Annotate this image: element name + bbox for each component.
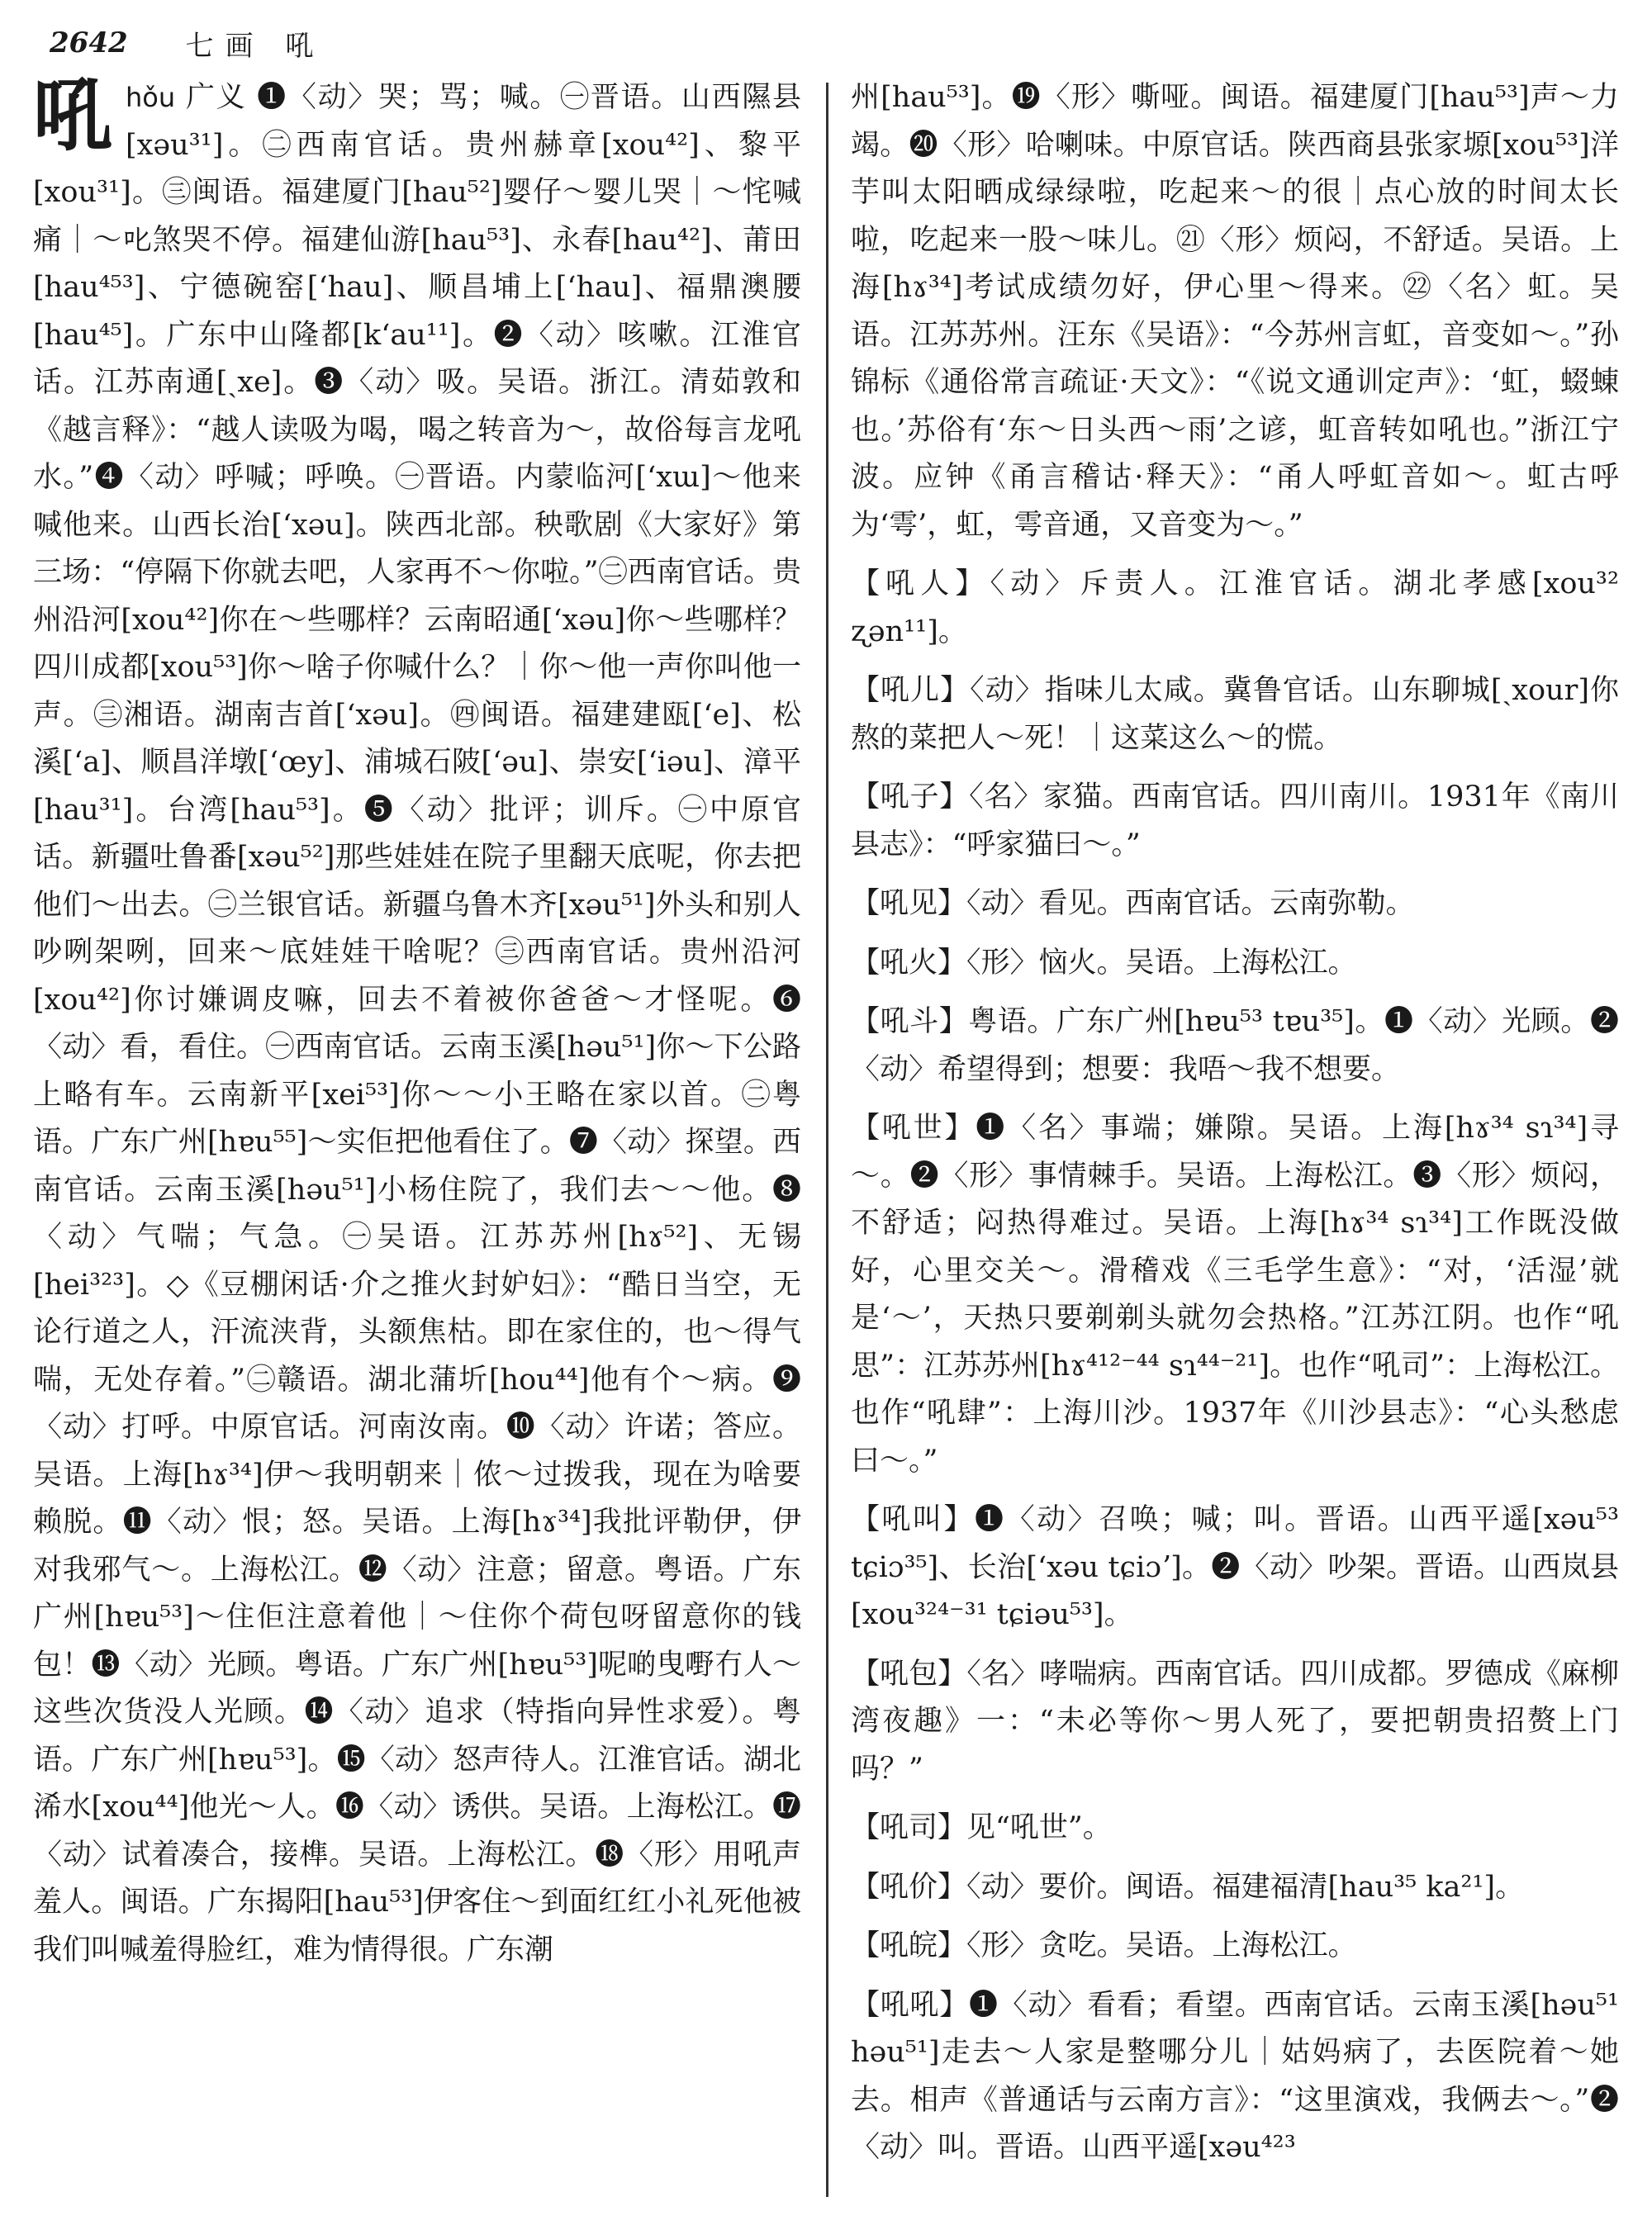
- section-title: 七画 吼: [185, 29, 325, 63]
- entry-paragraph: 【吼子】〈名〉家猫。西南官话。四川南川。1931年《南川县志》：“呼家猫曰～。”: [851, 780, 1619, 861]
- entry-paragraph: 【吼皖】〈形〉贪吃。吴语。上海松江。: [851, 1929, 1357, 1962]
- page-header: [50, 18, 1602, 68]
- entry-paragraph: 【吼斗】粤语。广东广州[hɐu⁵³ tɐu³⁵]。❶〈动〉光顾。❷〈动〉希望得到；想要：我唔～我不想要。: [851, 1005, 1619, 1086]
- entry-paragraph: 【吼吼】❶〈动〉看看；看望。西南官话。云南玉溪[həu⁵¹ həu⁵¹]走去～人家是整哪分儿｜姑妈病了，去医院着～她去。相声《普通话与云南方言》：“这里演戏，我俩去～。”❷〈动〉叫。晋语。山西平遥[xəu⁴²³: [851, 1988, 1619, 2164]
- page-number: 2642: [50, 26, 128, 59]
- left-column: [33, 69, 801, 2205]
- head-character: 吼: [33, 69, 112, 162]
- column-divider: [826, 83, 828, 2197]
- entry-paragraph: 【吼司】见“吼世”。: [851, 1811, 1112, 1844]
- entry-paragraph: 【吼人】〈动〉斥责人。江淮官话。湖北孝感[xou³² ʐən¹¹]。: [851, 567, 1619, 648]
- entry-paragraph: 【吼儿】〈动〉指味儿太咸。冀鲁官话。山东聊城[ˏxour]你熬的菜把人～死！｜这菜这么～的慌。: [851, 674, 1619, 755]
- entry-paragraph: 【吼火】〈形〉恼火。吴语。上海松江。: [851, 946, 1357, 980]
- main-entry: [33, 69, 801, 1974]
- right-column: [851, 74, 1619, 2205]
- main-entry-text: 广义 ❶〈动〉哭；骂；喊。㊀晋语。山西隰县[xəu³¹]。㊁西南官话。贵州赫章[xou⁴²]、黎平[xou³¹]。㊂闽语。福建厦门[hau⁵²]婴仔～婴儿哭｜～㤞喊痛｜～𫜸煞哭不停。福建仙游[hau⁵³]、永春[hau⁴²]、莆田[hau⁴⁵³]、宁德碗窑[ʻhau]、顺昌埔上[ʻhau]、福鼎澳腰[hau⁴⁵]。广东中山隆都[kʻau¹¹]。❷〈动〉咳嗽。江淮官话。江苏南通[ˏxe]。❸〈动〉吸。吴语。浙江。清茹敦和《越言释》：“越人读吸为喝，喝之转音为～，故俗每言龙吼水。”❹〈动〉呼喊；呼唤。㊀晋语。内蒙临河[ʻxɯ]～他来喊他来。山西长治[ʻxəu]。陕西北部。秧歌剧《大家好》第三场：“停隔下你就去吧，人家再不～你啦。”㊁西南官话。贵州沿河[xou⁴²]你在～些哪样？云南昭通[ʻxəu]你～些哪样？四川成都[xou⁵³]你～啥子你喊什么？｜你～他一声你叫他一声。㊂湘语。湖南吉首[ʻxəu]。㊃闽语。福建建瓯[ʻe]、松溪[ʻa]、顺昌洋墩[ʻœy]、浦城石陂[ʻəu]、崇安[ʻiəu]、漳平[hau³¹]。台湾[hau⁵³]。❺〈动〉批评；训斥。㊀中原官话。新疆吐鲁番[xəu⁵²]那些娃娃在院子里翻天底呢，你去把他们～出去。㊁兰银官话。新疆乌鲁木齐[xəu⁵¹]外头和别人吵咧架咧，回来～底娃娃干啥呢？㊂西南官话。贵州沿河[xou⁴²]你讨嫌调皮嘛，回去不着被你爸爸～才怪呢。❻〈动〉看，看住。㊀西南官话。云南玉溪[həu⁵¹]你～下公路上略有车。云南新平[xei⁵³]你～～小王略在家以首。㊁粤语。广东广州[hɐu⁵⁵]～实佢把他看住了。❼〈动〉探望。西南官话。云南玉溪[həu⁵¹]小杨住院了，我们去～～他。❽〈动〉气喘；气急。㊀吴语。江苏苏州[hɤ⁵²]、无锡[hei³²³]。◇《豆棚闲话·介之推火封妒妇》：“酷日当空，无论行道之人，汗流浃背，头额焦枯。即在家住的，也～得气喘，无处存着。”㊁赣语。湖北蒲圻[hou⁴⁴]他有个～病。❾〈动〉打呼。中原官话。河南汝南。❿〈动〉许诺；答应。吴语。上海[hɤ³⁴]伊～我明朝来｜侬～过拨我，现在为啥要赖脱。⓫〈动〉恨；怒。吴语。上海[hɤ³⁴]我批评勒伊，伊对我邪气～。上海松江。⓬〈动〉注意；留意。粤语。广东广州[hɐu⁵³]～住佢注意着他｜～住你个荷包呀留意你的钱包！⓭〈动〉光顾。粤语。广东广州[hɐu⁵³]呢啲曳嘢冇人～这些次货没人光顾。⓮〈动〉追求（特指向异性求爱）。粤语。广东广州[hɐu⁵³]。⓯〈动〉怒声待人。江淮官话。湖北浠水[xou⁴⁴]他光～人。⓰〈动〉诱供。吴语。上海松江。⓱〈动〉试着凑合，接榫。吴语。上海松江。⓲〈形〉用吼声羞人。闽语。广东揭阳[hau⁵³]伊客住～到面红红小礼死他被我们叫喊羞得脸红，难为情得很。广东潮: [33, 81, 801, 1967]
- entry-continuation: 州[hau⁵³]。⓳〈形〉嘶哑。闽语。福建厦门[hau⁵³]声～力竭。⓴〈形〉哈喇味。中原官话。陕西商县张家塬[xou⁵³]洋芋叫太阳晒成绿绿啦，吃起来～的很｜点心放的时间太长啦，吃起来一股～味儿。㉑〈形〉烦闷，不舒适。吴语。上海[hɤ³⁴]考试成绩勿好，伊心里～得来。㉒〈名〉虹。吴语。江苏苏州。汪东《吴语》：“今苏州言虹，音变如～。”孙锦标《通俗常言疏证·天文》：“《说文通训定声》：‘虹，蝃蝀也。’苏俗有‘东～日头西～雨’之谚，虹音转如吼也。”浙江宁波。应钟《甬言稽诂·释天》：“甬人呼虹音如～。虹古呼为‘雩’，虹，雩音通，又音变为～。”: [851, 81, 1619, 542]
- entry-paragraph: 【吼见】〈动〉看见。西南官话。云南弥勒。: [851, 887, 1415, 920]
- entry-paragraph: 【吼世】❶〈名〉事端；嫌隙。吴语。上海[hɤ³⁴ sɿ³⁴]寻～。❷〈形〉事情棘手。吴语。上海松江。❸〈形〉烦闷，不舒适；闷热得难过。吴语。上海[hɤ³⁴ sɿ³⁴]工作既没做好，心里交关～。滑稽戏《三毛学生意》：“对，‘活湿’就是‘～’，天热只要剃剃头就勿会热格。”江苏江阴。也作“吼思”：江苏苏州[hɤ⁴¹²⁻⁴⁴ sɿ⁴⁴⁻²¹]。也作“吼司”：上海松江。也作“吼肆”：上海川沙。1937年《川沙县志》：“心头愁虑曰～。”: [851, 1112, 1619, 1478]
- entry-paragraph: 【吼叫】❶〈动〉召唤；喊；叫。晋语。山西平遥[xəu⁵³ tɕiɔ³⁵]、长治[ʻxəu tɕiɔʼ]。❷〈动〉吵架。晋语。山西岚县[xou³²⁴⁻³¹ tɕiəu⁵³]。: [851, 1503, 1619, 1631]
- entry-paragraph: 【吼包】〈名〉哮喘病。西南官话。四川成都。罗德成《麻柳湾夜趣》一：“未必等你～男人死了，要把朝贵招赘上门吗？”: [851, 1657, 1619, 1786]
- head-pinyin: hǒu: [126, 82, 176, 113]
- entry-paragraph: 【吼价】〈动〉要价。闽语。福建福清[hau³⁵ ka²¹]。: [851, 1870, 1525, 1904]
